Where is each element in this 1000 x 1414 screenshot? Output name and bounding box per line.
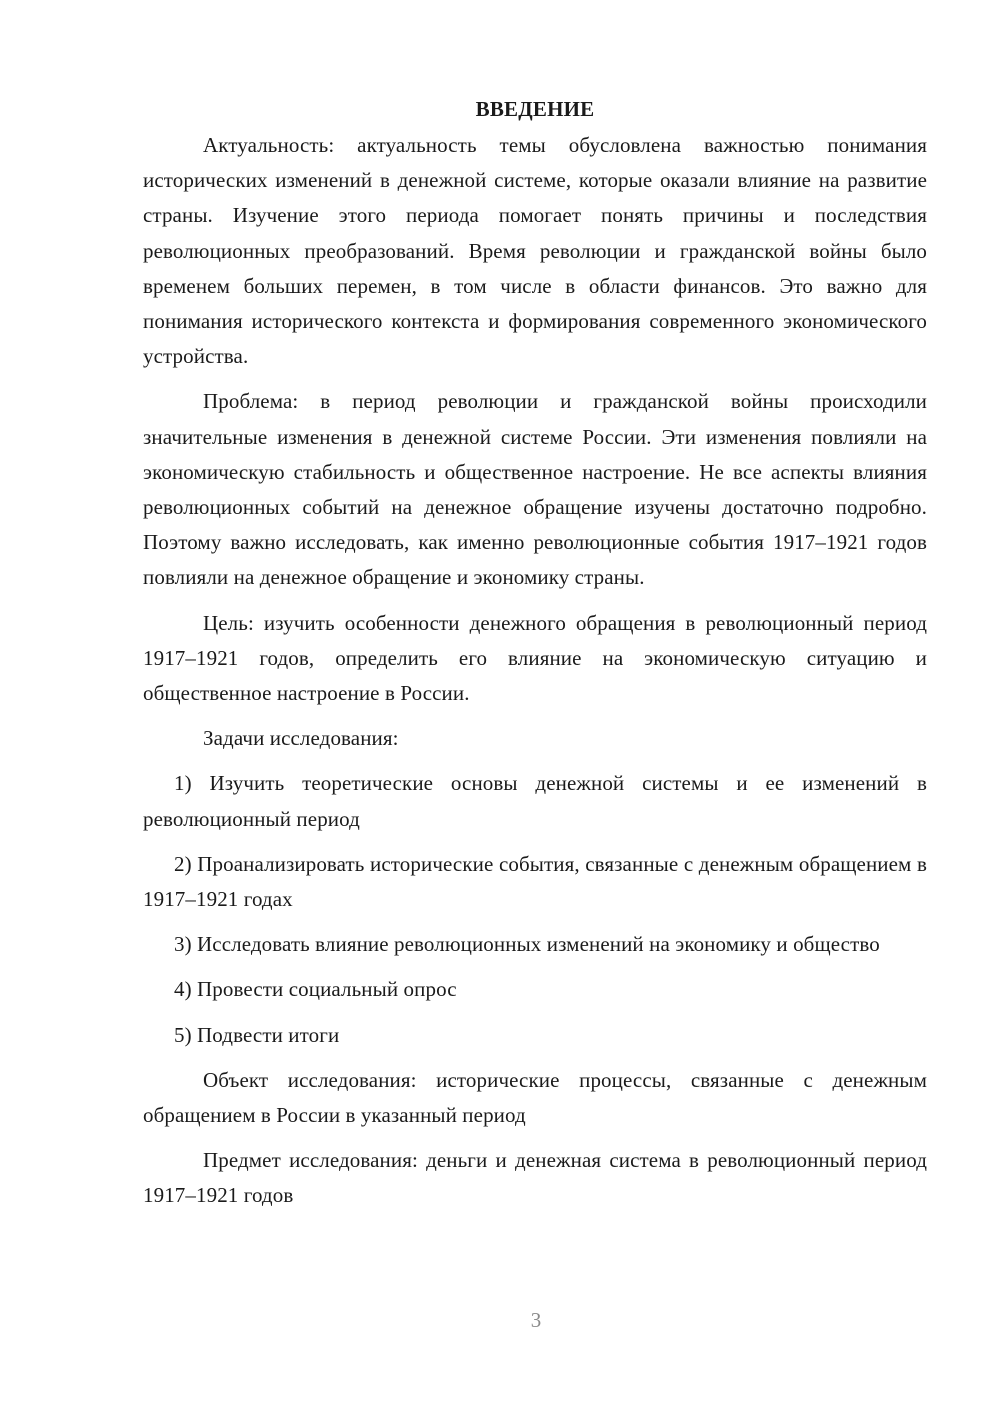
object-paragraph: Объект исследования: исторические процессы, связанные с денежным обращением в России в указанный период [143, 1067, 927, 1128]
problem-paragraph: Проблема: в период революции и гражданской войны происходили значительные изменения в денежной системе России. Эти изменения повлияли на экономическую стабильность и общественное настроение. Не все аспекты влияния революционных событий на денежное обращение изучены достаточно подробно. Поэтому важно исследовать, как именно революционные события 1917–1921 годов повлияли на денежное обращение и экономику страны. [143, 389, 927, 590]
page-number: 3 [530, 1308, 542, 1332]
page-title: ВВЕДЕНИЕ [475, 97, 595, 121]
task-item: 5) Подвести итоги [174, 1022, 340, 1047]
subject-paragraph: Предмет исследования: деньги и денежная система в революционный период 1917–1921 годов [143, 1148, 927, 1208]
relevance-paragraph: Актуальность: актуальность темы обусловлена важностью понимания исторических изменений в денежной системе, которые оказали влияние на развитие страны. Изучение этого периода помогает понять причины и последствия революционных преобразований. Время революции и гражданской войны было временем больших перемен, в том числе в области финансов. Это важно для понимания исторического контекста и формирования современного экономического устройства. [143, 133, 927, 369]
document-page [143, 92, 927, 1224]
tasks-heading: Задачи исследования: [203, 726, 399, 751]
task-item: 4) Провести социальный опрос [174, 977, 457, 1002]
task-item: 3) Исследовать влияние революционных изменений на экономику и общество [174, 932, 880, 957]
task-item: 1) Изучить теоретические основы денежной системы и ее изменений в революционный период [143, 771, 927, 831]
goal-paragraph: Цель: изучить особенности денежного обращения в революционный период 1917–1921 годов, определить его влияние на экономическую ситуацию и общественное настроение в России. [143, 610, 927, 706]
task-item: 2) Проанализировать исторические события, связанные с денежным обращением в 1917–1921 годах [143, 851, 927, 912]
